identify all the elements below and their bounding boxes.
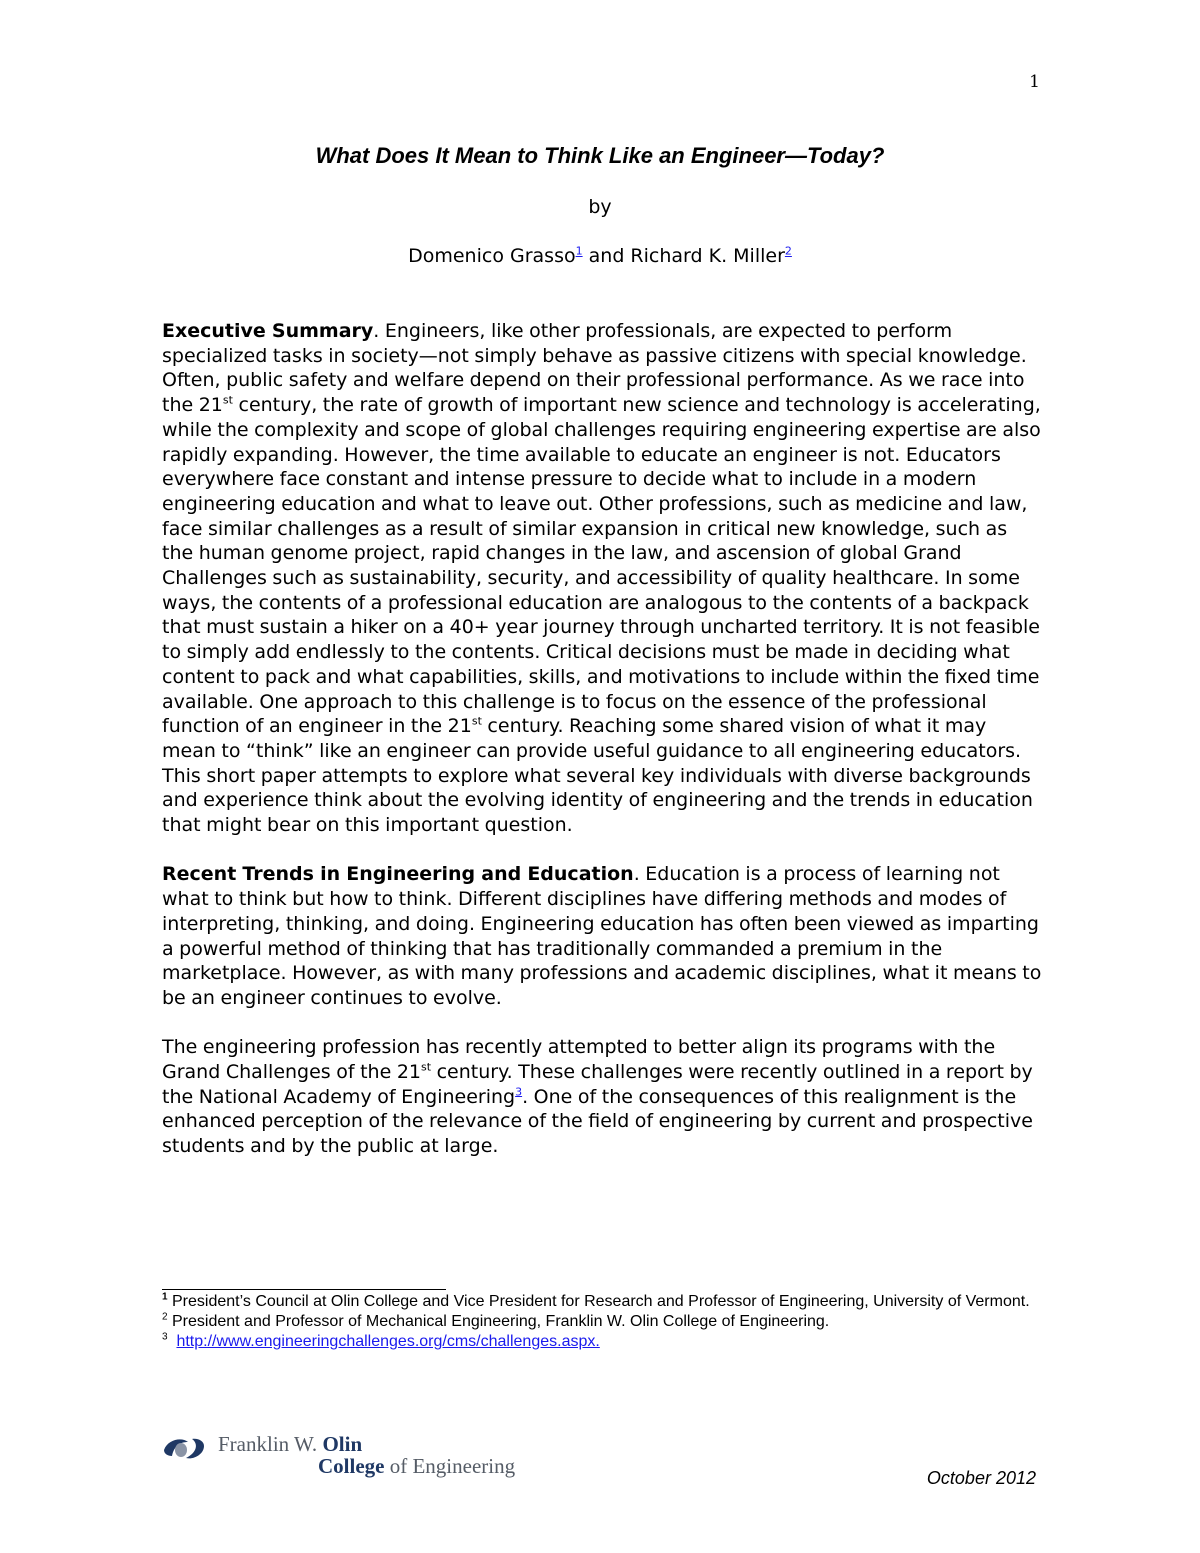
logo-text-bold: Olin — [322, 1432, 363, 1456]
grand-challenges-paragraph — [162, 1035, 1042, 1159]
logo-text-bold: College — [318, 1454, 385, 1478]
author-joiner: and Richard K. Miller — [582, 245, 785, 267]
document-title: What Does It Mean to Think Like an Engineer—Today? — [315, 143, 885, 168]
logo-text: Franklin W. — [218, 1432, 323, 1456]
paragraph3-text-2: century. These challenges were recently outlined in a report by the National Academy of Engineering — [162, 1061, 1033, 1108]
exec-summary-text-1: . Engineers, like other professionals, are expected to perform specialized tasks in society—not simply behave as passive citizens with special knowledge. Often, public safety and welfare depend on their professional performance. As we race into the 21 — [162, 320, 1027, 417]
ordinal-suffix: st — [471, 714, 482, 728]
author-grasso: Domenico Grasso — [408, 245, 576, 267]
author-line — [0, 245, 1200, 267]
recent-trends-heading: Recent Trends in Engineering and Education — [162, 863, 634, 886]
logo-text: of Engineering — [384, 1454, 516, 1478]
exec-summary-text-3: century. Reaching some shared vision of what it may mean to “think” like an engineer can provide useful guidance to all engineering educators. This short paper attempts to explore what several key individuals with diverse backgrounds and experience think about the evolving identity of engineering and the trends in education that might bear on this important question. — [162, 715, 1033, 837]
byline: by — [588, 196, 612, 218]
footnote-1 — [162, 1292, 1042, 1312]
footnote-text: President’s Council at Olin College and Vice President for Research and Professor of Engineering, University of Vermont. — [167, 1293, 1030, 1310]
footnote-separator — [162, 1289, 446, 1290]
footnote-ref-1[interactable]: 1 — [575, 244, 583, 258]
footnote-link[interactable]: http://www.engineeringchallenges.org/cms/challenges.aspx. — [176, 1333, 600, 1350]
footnote-text: President and Professor of Mechanical Engineering, Franklin W. Olin College of Engineering. — [167, 1313, 830, 1330]
logo-line-2 — [318, 1454, 515, 1479]
olin-logo-icon — [162, 1436, 206, 1462]
footnote-mark: 2 — [162, 1311, 168, 1323]
page-number: 1 — [1029, 72, 1040, 92]
paragraph3-text-3: . One of the consequences of this realignment is the enhanced perception of the relevance of the field of engineering by current and prospective students and by the public at large. — [162, 1085, 1033, 1158]
olin-college-logo — [162, 1432, 542, 1482]
ordinal-suffix: st — [222, 393, 233, 407]
document-date: October 2012 — [926, 1468, 1036, 1488]
footnote-mark: 1 — [162, 1291, 168, 1303]
footnote-2 — [162, 1312, 1042, 1332]
recent-trends-paragraph — [162, 862, 1042, 1010]
footnote-mark: 3 — [162, 1331, 168, 1343]
footnote-ref-2[interactable]: 2 — [784, 244, 792, 258]
recent-trends-text: . Education is a process of learning not what to think but how to think. Different disciplines have differing methods and modes of interpreting, thinking, and doing. Engineering education has often been viewed as imparting a powerful method of thinking that has traditionally commanded a premium in the marketplace. However, as with many professions and academic disciplines, what it means to be an engineer continues to evolve. — [162, 863, 1042, 1009]
paragraph3-text-1: The engineering profession has recently attempted to better align its programs with the Grand Challenges of the 21 — [162, 1036, 996, 1084]
footnotes — [162, 1292, 1042, 1352]
exec-summary-text-2: century, the rate of growth of important new science and technology is accelerating, while the complexity and scope of global challenges requiring engineering expertise are also rapidly expanding. However, the time available to educate an engineer is not. Educators everywhere face constant and intense pressure to decide what to include in a modern engineering education and what to leave out. Other professions, such as medicine and law, face similar challenges as a result of similar expansion in critical new knowledge, such as the human genome project, rapid changes in the law, and ascension of global Grand Challenges such as sustainability, security, and accessibility of quality healthcare. In some ways, the contents of a professional education are analogous to the contents of a backpack that must sustain a hiker on a 40+ year journey through uncharted territory. It is not feasible to simply add endlessly to the contents. Critical decisions must be made in deciding what content to pack and what capabilities, skills, and motivations to include within the fixed time available. One approach to this challenge is to focus on the essence of the professional function of an engineer in the 21 — [162, 394, 1041, 738]
executive-summary-heading: Executive Summary — [162, 320, 374, 342]
footnote-ref-3[interactable]: 3 — [515, 1085, 523, 1099]
document-body — [162, 319, 1042, 1184]
footnote-3 — [162, 1332, 1042, 1352]
ordinal-suffix: st — [421, 1060, 432, 1074]
executive-summary-paragraph — [162, 319, 1042, 838]
